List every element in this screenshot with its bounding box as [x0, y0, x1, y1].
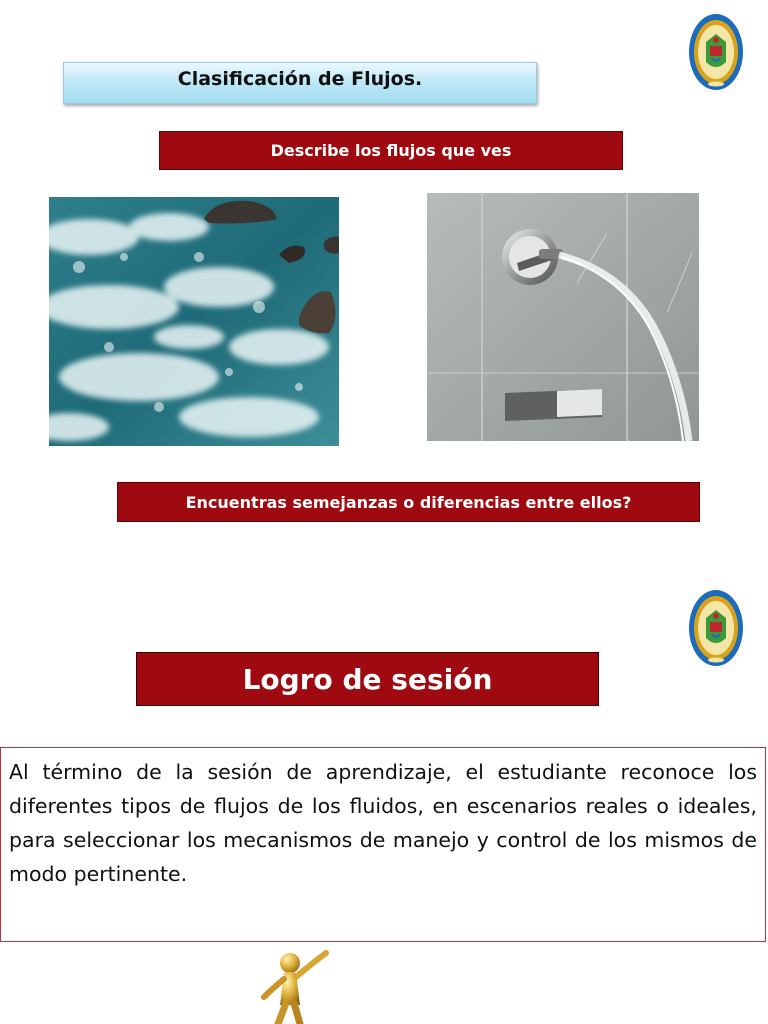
- similarities-question-text: Encuentras semejanzas o diferencias entre ellos?: [185, 492, 632, 512]
- faucet-water-stream-photo: [427, 193, 699, 441]
- describe-flows-banner: [159, 131, 623, 170]
- university-seal-icon: [688, 12, 744, 92]
- session-goal-heading-text: Logro de sesión: [242, 662, 493, 696]
- turbulent-sea-photo: [49, 197, 339, 446]
- slide-title: Clasificación de Flujos.: [177, 68, 423, 90]
- session-goal-heading: [136, 652, 599, 706]
- learning-objective-text: Al término de la sesión de aprendizaje, el estudiante reconoce los diferentes tipos de flujos de los fluidos, en escenarios reales o ideales, para seleccionar los mecanismos de manejo y control de los mismos de modo pertinente.: [9, 760, 757, 886]
- golden-figure-illustration: [230, 945, 340, 1024]
- slide-title-box: [63, 62, 537, 104]
- learning-objective-box: [0, 747, 766, 942]
- university-seal-icon: [688, 588, 744, 668]
- similarities-question-banner: [117, 482, 700, 522]
- describe-flows-text: Describe los flujos que ves: [270, 141, 512, 160]
